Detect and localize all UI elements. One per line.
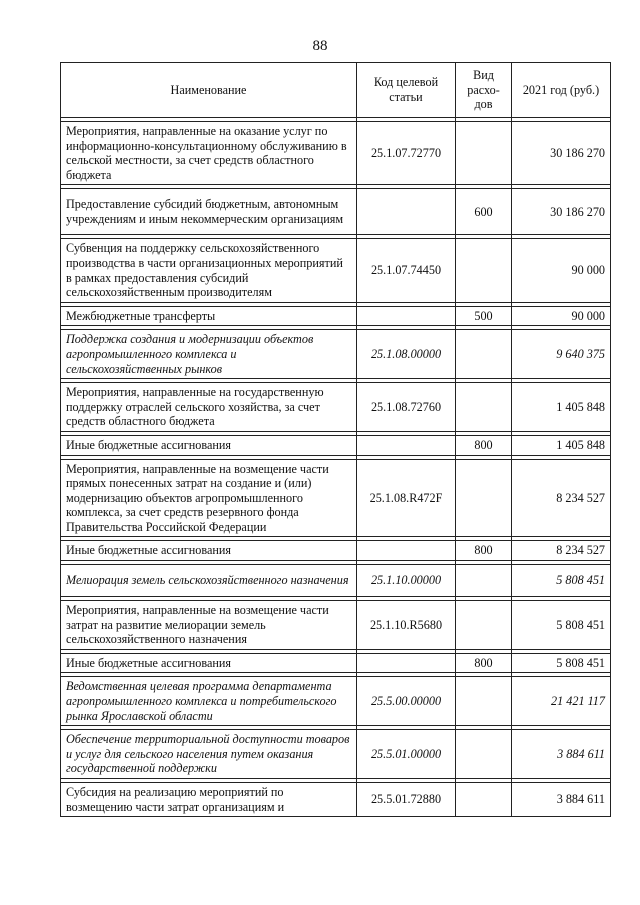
table-row [61, 677, 611, 726]
row-amount: 30 186 270 [512, 122, 611, 185]
row-kind [456, 383, 512, 432]
table-header-row [61, 63, 611, 118]
row-name: Иные бюджетные ассигнования [61, 435, 357, 455]
row-kind: 800 [456, 435, 512, 455]
row-kind [456, 783, 512, 817]
row-code: 25.5.01.72880 [357, 783, 456, 817]
table-row [61, 330, 611, 379]
header-code: Код целевой статьи [357, 63, 456, 118]
row-kind: 800 [456, 653, 512, 673]
row-amount: 5 808 451 [512, 653, 611, 673]
header-amount: 2021 год (руб.) [512, 63, 611, 118]
row-name: Мероприятия, направленные на возмещение части прямых понесенных затрат на создание и (или) модернизацию объектов агропромышленного комплекса, за счет средств резервного фонда Правительства Российской Федерации [61, 459, 357, 537]
table-row [61, 541, 611, 561]
row-name: Мелиорация земель сельскохозяйственного назначения [61, 565, 357, 597]
row-kind: 600 [456, 189, 512, 235]
row-code [357, 306, 456, 326]
row-code [357, 541, 456, 561]
row-amount: 5 808 451 [512, 565, 611, 597]
row-amount: 30 186 270 [512, 189, 611, 235]
row-name: Мероприятия, направленные на государственную поддержку отраслей сельского хозяйства, за счет средств областного бюджета [61, 383, 357, 432]
row-amount: 3 884 611 [512, 730, 611, 779]
row-name: Межбюджетные трансферты [61, 306, 357, 326]
row-name: Мероприятия, направленные на оказание услуг по информационно-консультационному обслуживанию в сельской местности, за счет средств областного бюджета [61, 122, 357, 185]
row-kind [456, 677, 512, 726]
budget-table [60, 62, 611, 817]
row-name: Мероприятия, направленные на возмещение части затрат на развитие мелиорации земель сельскохозяйственного назначения [61, 601, 357, 650]
row-name: Субсидия на реализацию мероприятий по возмещению части затрат организациям и [61, 783, 357, 817]
row-code [357, 189, 456, 235]
row-kind [456, 601, 512, 650]
row-amount: 90 000 [512, 306, 611, 326]
row-code: 25.1.08.72760 [357, 383, 456, 432]
table-row [61, 565, 611, 597]
row-kind [456, 565, 512, 597]
table-row [61, 383, 611, 432]
row-name: Иные бюджетные ассигнования [61, 541, 357, 561]
row-code: 25.5.00.00000 [357, 677, 456, 726]
row-amount: 90 000 [512, 239, 611, 302]
row-name: Поддержка создания и модернизации объектов агропромышленного комплекса и сельскохозяйственных рынков [61, 330, 357, 379]
table-row [61, 653, 611, 673]
row-kind: 800 [456, 541, 512, 561]
row-kind [456, 330, 512, 379]
row-code: 25.1.08.00000 [357, 330, 456, 379]
table-row [61, 783, 611, 817]
row-amount: 9 640 375 [512, 330, 611, 379]
row-code [357, 653, 456, 673]
row-code: 25.1.10.00000 [357, 565, 456, 597]
row-amount: 21 421 117 [512, 677, 611, 726]
table-row [61, 306, 611, 326]
row-amount: 1 405 848 [512, 383, 611, 432]
row-amount: 8 234 527 [512, 541, 611, 561]
header-kind: Вид расхо-дов [456, 63, 512, 118]
row-amount: 3 884 611 [512, 783, 611, 817]
row-code: 25.1.07.74450 [357, 239, 456, 302]
table-row [61, 730, 611, 779]
row-kind [456, 122, 512, 185]
table-row [61, 189, 611, 235]
page-number: 88 [312, 38, 328, 54]
row-kind [456, 730, 512, 779]
row-amount: 8 234 527 [512, 459, 611, 537]
row-code: 25.1.07.72770 [357, 122, 456, 185]
row-amount: 5 808 451 [512, 601, 611, 650]
table-row [61, 239, 611, 302]
row-code: 25.1.08.R472F [357, 459, 456, 537]
header-name: Наименование [61, 63, 357, 118]
row-name: Ведомственная целевая программа департамента агропромышленного комплекса и потребительского рынка Ярославской области [61, 677, 357, 726]
row-amount: 1 405 848 [512, 435, 611, 455]
row-name: Субвенция на поддержку сельскохозяйственного производства в части организационных мероприятий в рамках предоставления субсидий сельскохозяйственным производителям [61, 239, 357, 302]
table-row [61, 601, 611, 650]
table-row [61, 122, 611, 185]
row-name: Обеспечение территориальной доступности товаров и услуг для сельского населения путем оказания государственной поддержки [61, 730, 357, 779]
row-code [357, 435, 456, 455]
row-code: 25.1.10.R5680 [357, 601, 456, 650]
row-code: 25.5.01.00000 [357, 730, 456, 779]
table-row [61, 435, 611, 455]
row-name: Иные бюджетные ассигнования [61, 653, 357, 673]
row-name: Предоставление субсидий бюджетным, автономным учреждениям и иным некоммерческим организациям [61, 189, 357, 235]
row-kind [456, 239, 512, 302]
row-kind: 500 [456, 306, 512, 326]
row-kind [456, 459, 512, 537]
table-row [61, 459, 611, 537]
